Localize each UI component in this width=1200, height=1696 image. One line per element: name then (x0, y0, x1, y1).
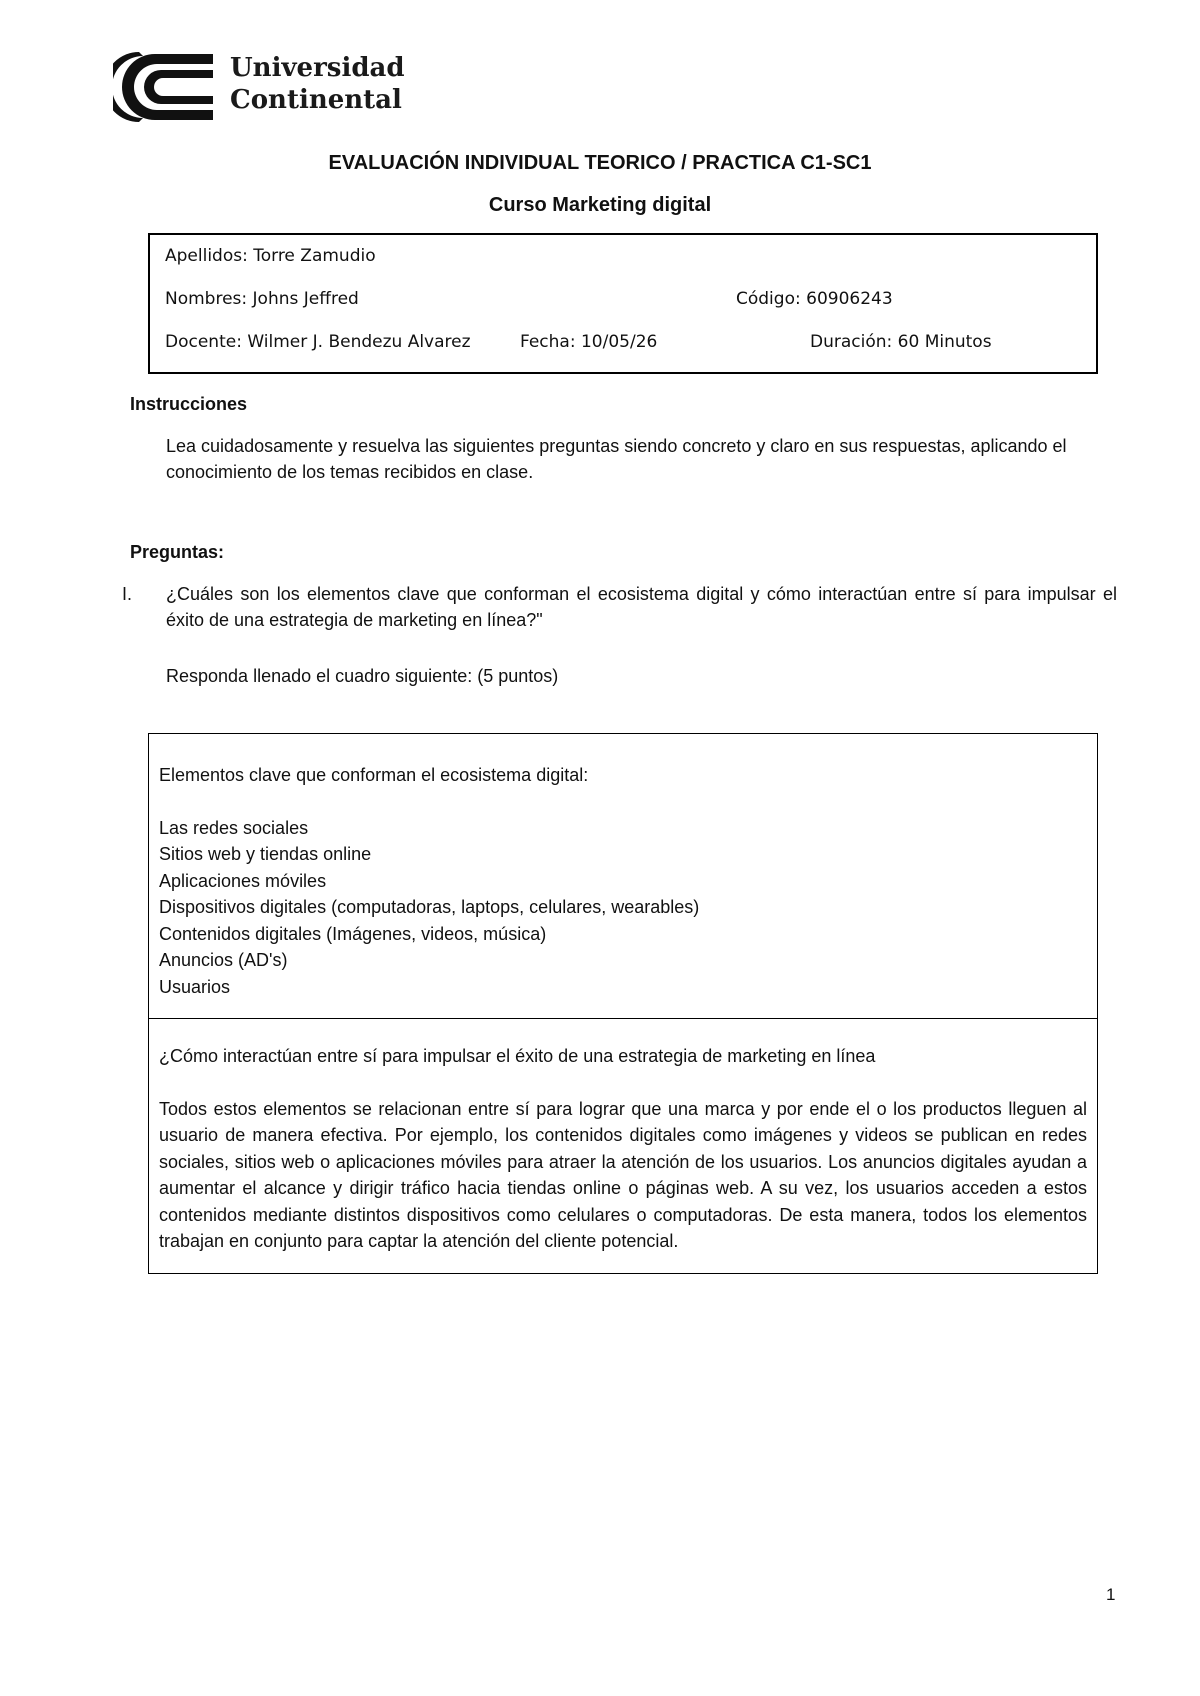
docente-value: Wilmer J. Bendezu Alvarez (247, 332, 471, 352)
nombres-label: Nombres: (165, 289, 248, 309)
element-item: Sitios web y tiendas online (159, 844, 372, 864)
question-text: ¿Cuáles son los elementos clave que conforman el ecosistema digital y cómo interactúan entre sí para impulsar el éxito de una estrategia de marketing en línea?" (166, 584, 1117, 630)
docente-label: Docente: (165, 332, 242, 352)
course-subtitle: Curso Marketing digital (488, 194, 712, 216)
document-title: EVALUACIÓN INDIVIDUAL TEORICO / PRACTICA C1-SC1 (328, 152, 872, 174)
duracion-label: Duración: (810, 332, 893, 352)
fecha-field (520, 332, 657, 352)
fecha-value: 10/05/26 (580, 332, 658, 352)
instructions-text: Lea cuidadosamente y resuelva las siguientes preguntas siendo concreto y claro en sus respuestas, aplicando el conocimiento de los temas recibidos en clase. (166, 436, 1067, 482)
brand-name-line2: Continental (230, 85, 402, 115)
student-info-box (148, 233, 1098, 374)
apellidos-label: Apellidos: (165, 246, 248, 266)
apellidos-field (165, 246, 376, 266)
nombres-value: Johns Jeffred (252, 289, 359, 309)
docente-field (165, 332, 471, 352)
codigo-label: Código: (736, 289, 801, 309)
fecha-label: Fecha: (520, 332, 576, 352)
elements-heading: Elementos clave que conforman el ecosistema digital: (159, 765, 589, 785)
element-item: Anuncios (AD's) (159, 950, 288, 970)
brand-name-line1: Universidad (230, 53, 405, 83)
answer-cell-elements (149, 734, 1097, 1018)
page-number: 1 (1106, 1585, 1116, 1604)
element-item: Usuarios (159, 976, 231, 997)
questions-heading: Preguntas: (130, 542, 225, 562)
apellidos-value: Torre Zamudio (253, 246, 376, 266)
question-instruction: Responda llenado el cuadro siguiente: (5 puntos) (166, 666, 559, 686)
codigo-field (736, 289, 893, 309)
instructions-heading: Instrucciones (130, 394, 248, 414)
interaction-text: Todos estos elementos se relacionan entre sí para lograr que una marca y por ende el o los productos lleguen al usuario de manera efectiva. Por ejemplo, los contenidos digitales como imágenes y videos se publican en redes sociales, sitios web o aplicaciones móviles para atraer la atención de los usuarios. Los anuncios digitales ayudan a aumentar el alcance y dirigir tráfico hacia tiendas online o páginas web. A su vez, los usuarios acceden a estos contenidos mediante distintos dispositivos como celulares o computadoras. De esta manera, todos los elementos trabajan en conjunto para captar la atención del cliente potencial. (159, 1098, 1087, 1251)
interaction-heading: ¿Cómo interactúan entre sí para impulsar el éxito de una estrategia de marketing en línea (159, 1046, 876, 1066)
duracion-field (810, 332, 992, 352)
nombres-field (165, 289, 359, 309)
answer-table (148, 733, 1098, 1274)
element-item: Dispositivos digitales (computadoras, laptops, celulares, wearables) (159, 897, 700, 917)
element-item: Contenidos digitales (Imágenes, videos, música) (159, 923, 547, 944)
answer-cell-interaction (149, 1018, 1097, 1273)
university-logo (113, 50, 433, 130)
codigo-value: 60906243 (806, 289, 893, 309)
question-number: I. (122, 584, 133, 604)
element-item: Las redes sociales (159, 817, 309, 838)
universidad-continental-logo-icon (113, 50, 213, 124)
element-item: Aplicaciones móviles (159, 870, 327, 891)
duracion-value: 60 Minutos (897, 332, 992, 352)
